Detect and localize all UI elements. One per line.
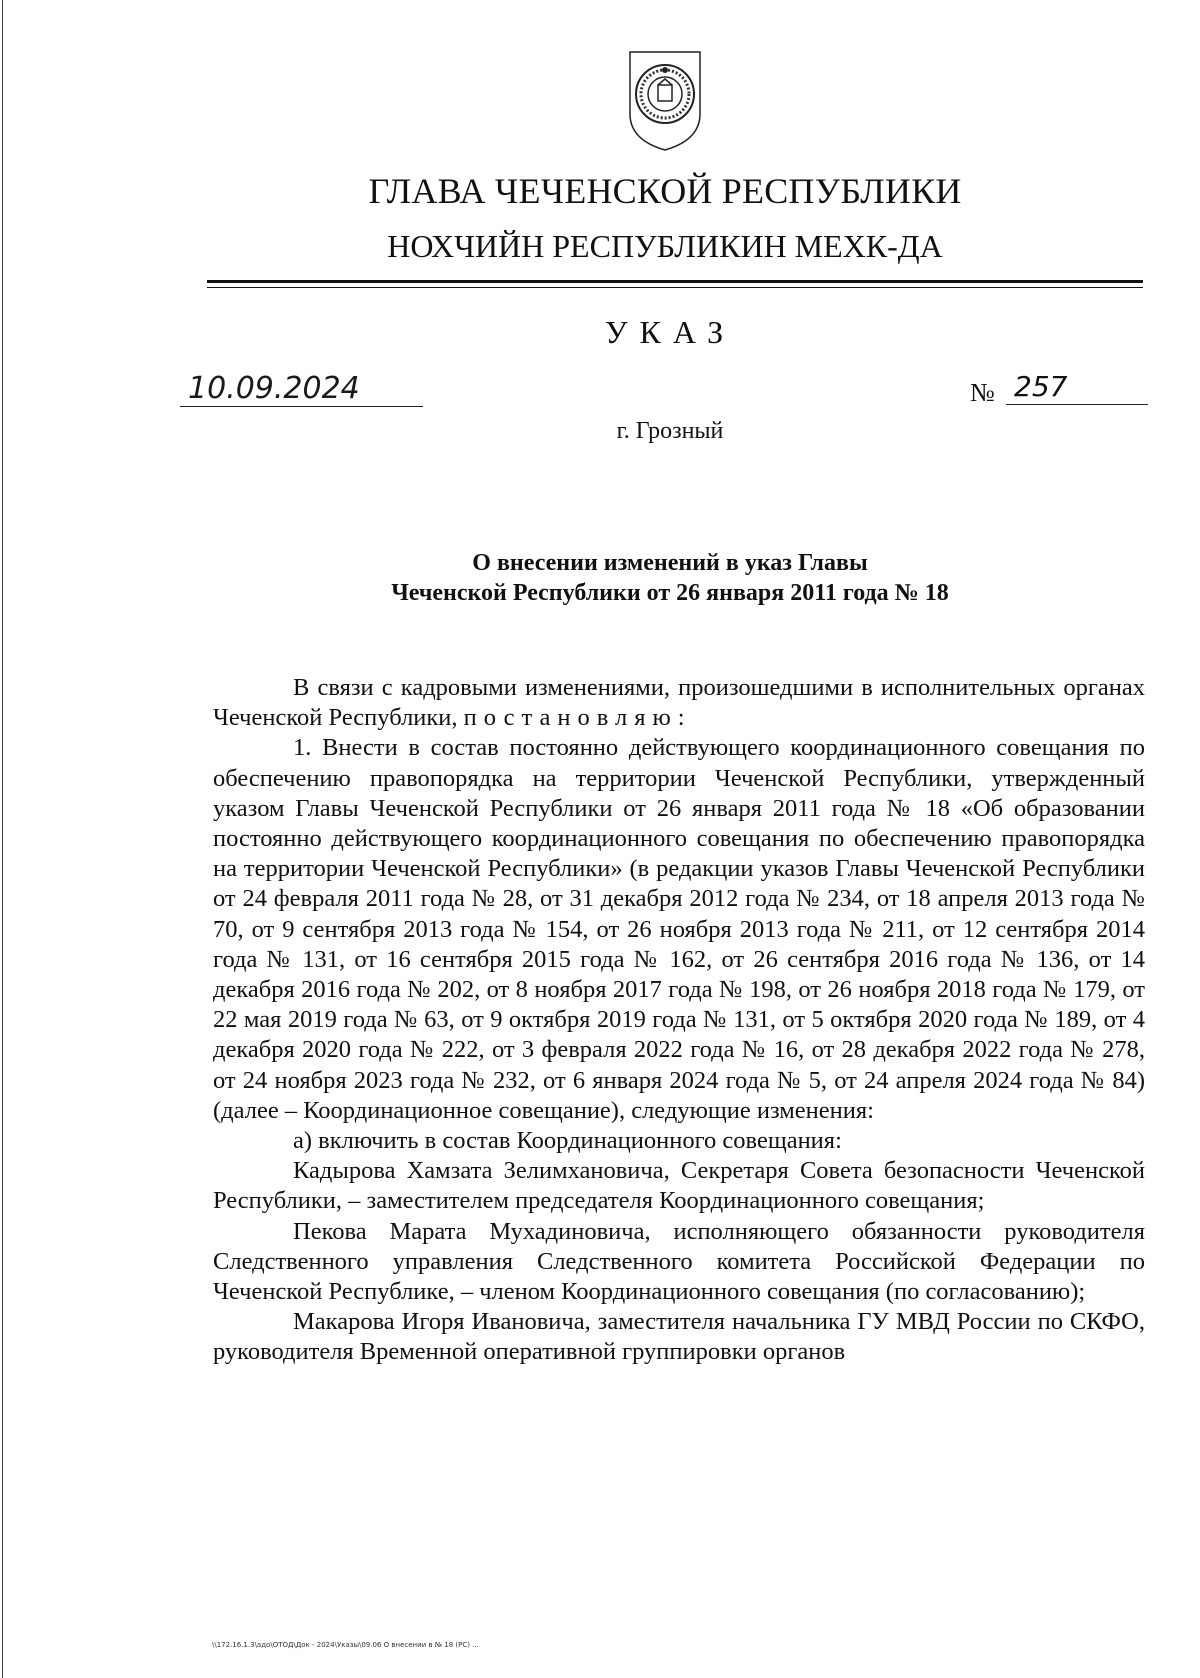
document-number: 257: [1006, 370, 1148, 405]
intro-paragraph: [213, 673, 1145, 733]
document-date: 10.09.2024: [180, 372, 423, 407]
header-rule-thin: [207, 287, 1143, 288]
number-sign: №: [970, 378, 995, 407]
paragraph-a: а) включить в состав Координационного совещания:: [293, 1127, 842, 1155]
decree-word: постановляю:: [463, 704, 692, 732]
paragraph-1: 1. Внести в состав постоянно действующего координационного совещания по обеспечению правопорядка на территории Чеченской Республики, утвержденный указом Главы Чеченской Республики от 26 января 2011 года № 18 «Об образовании постоянно действующего координационного совещания по обеспечению правопорядка на территории Чеченской Республики» (в редакции указов Главы Чеченской Республики от 24 февраля 2011 года № 28, от 31 декабря 2012 года № 234, от 18 апреля 2013 года № 70, от 9 сентября 2013 года № 154, от 26 ноября 2013 года № 211, от 12 сентября 2014 года № 131, от 16 сентября 2015 года № 162, от 26 сентября 2016 года № 136, от 14 декабря 2016 года № 202, от 8 ноября 2017 года № 198, от 26 ноября 2018 года № 179, от 22 мая 2019 года № 63, от 9 октября 2019 года № 131, от 5 октября 2020 года № 189, от 4 декабря 2020 года № 222, от 3 февраля 2022 года № 16, от 28 декабря 2022 года № 278, от 24 ноября 2023 года № 232, от 6 января 2024 года № 5, от 24 апреля 2024 года № 84) (далее – Координационное совещание), следующие изменения:: [213, 734, 1145, 1124]
paragraph-makarov: Макарова Игоря Ивановича, заместителя начальника ГУ МВД России по СКФО, руководителя Временной оперативной группировки органов: [213, 1308, 1145, 1366]
document-body: [213, 673, 1145, 1368]
title-line-2: Чеченской Республики от 26 января 2011 года № 18: [391, 580, 949, 606]
intro-text: В связи с кадровыми изменениями, произошедшими в исполнительных органах Чеченской Республики,: [213, 674, 1145, 732]
document-title: [0, 548, 1200, 608]
city: г. Грозный: [616, 418, 724, 444]
title-line-1: О внесении изменений в указ Главы: [472, 550, 868, 576]
footer-file-path: \\172.16.1.3\адо\ОТОД\Док - 2024\Указы\09.06 О внесении в № 18 (РС) ...: [212, 1641, 479, 1649]
issuer-title-russian: ГЛАВА ЧЕЧЕНСКОЙ РЕСПУБЛИКИ: [368, 171, 962, 211]
document-type: УКАЗ: [604, 314, 736, 350]
issuer-title-chechen: НОХЧИЙН РЕСПУБЛИКИН МЕХК-ДА: [387, 228, 943, 264]
paragraph-kadyrov: Кадырова Хамзата Зелимхановича, Секретаря Совета безопасности Чеченской Республики, – заместителем председателя Координационного совещания;: [213, 1157, 1145, 1215]
paragraph-pekov: Пекова Марата Мухадиновича, исполняющего обязанности руководителя Следственного управления Следственного комитета Российской Федерации по Чеченской Республике, – членом Координационного совещания (по согласованию);: [213, 1217, 1145, 1306]
header-rule-thick: [207, 280, 1143, 283]
coat-of-arms-emblem: [626, 48, 704, 154]
